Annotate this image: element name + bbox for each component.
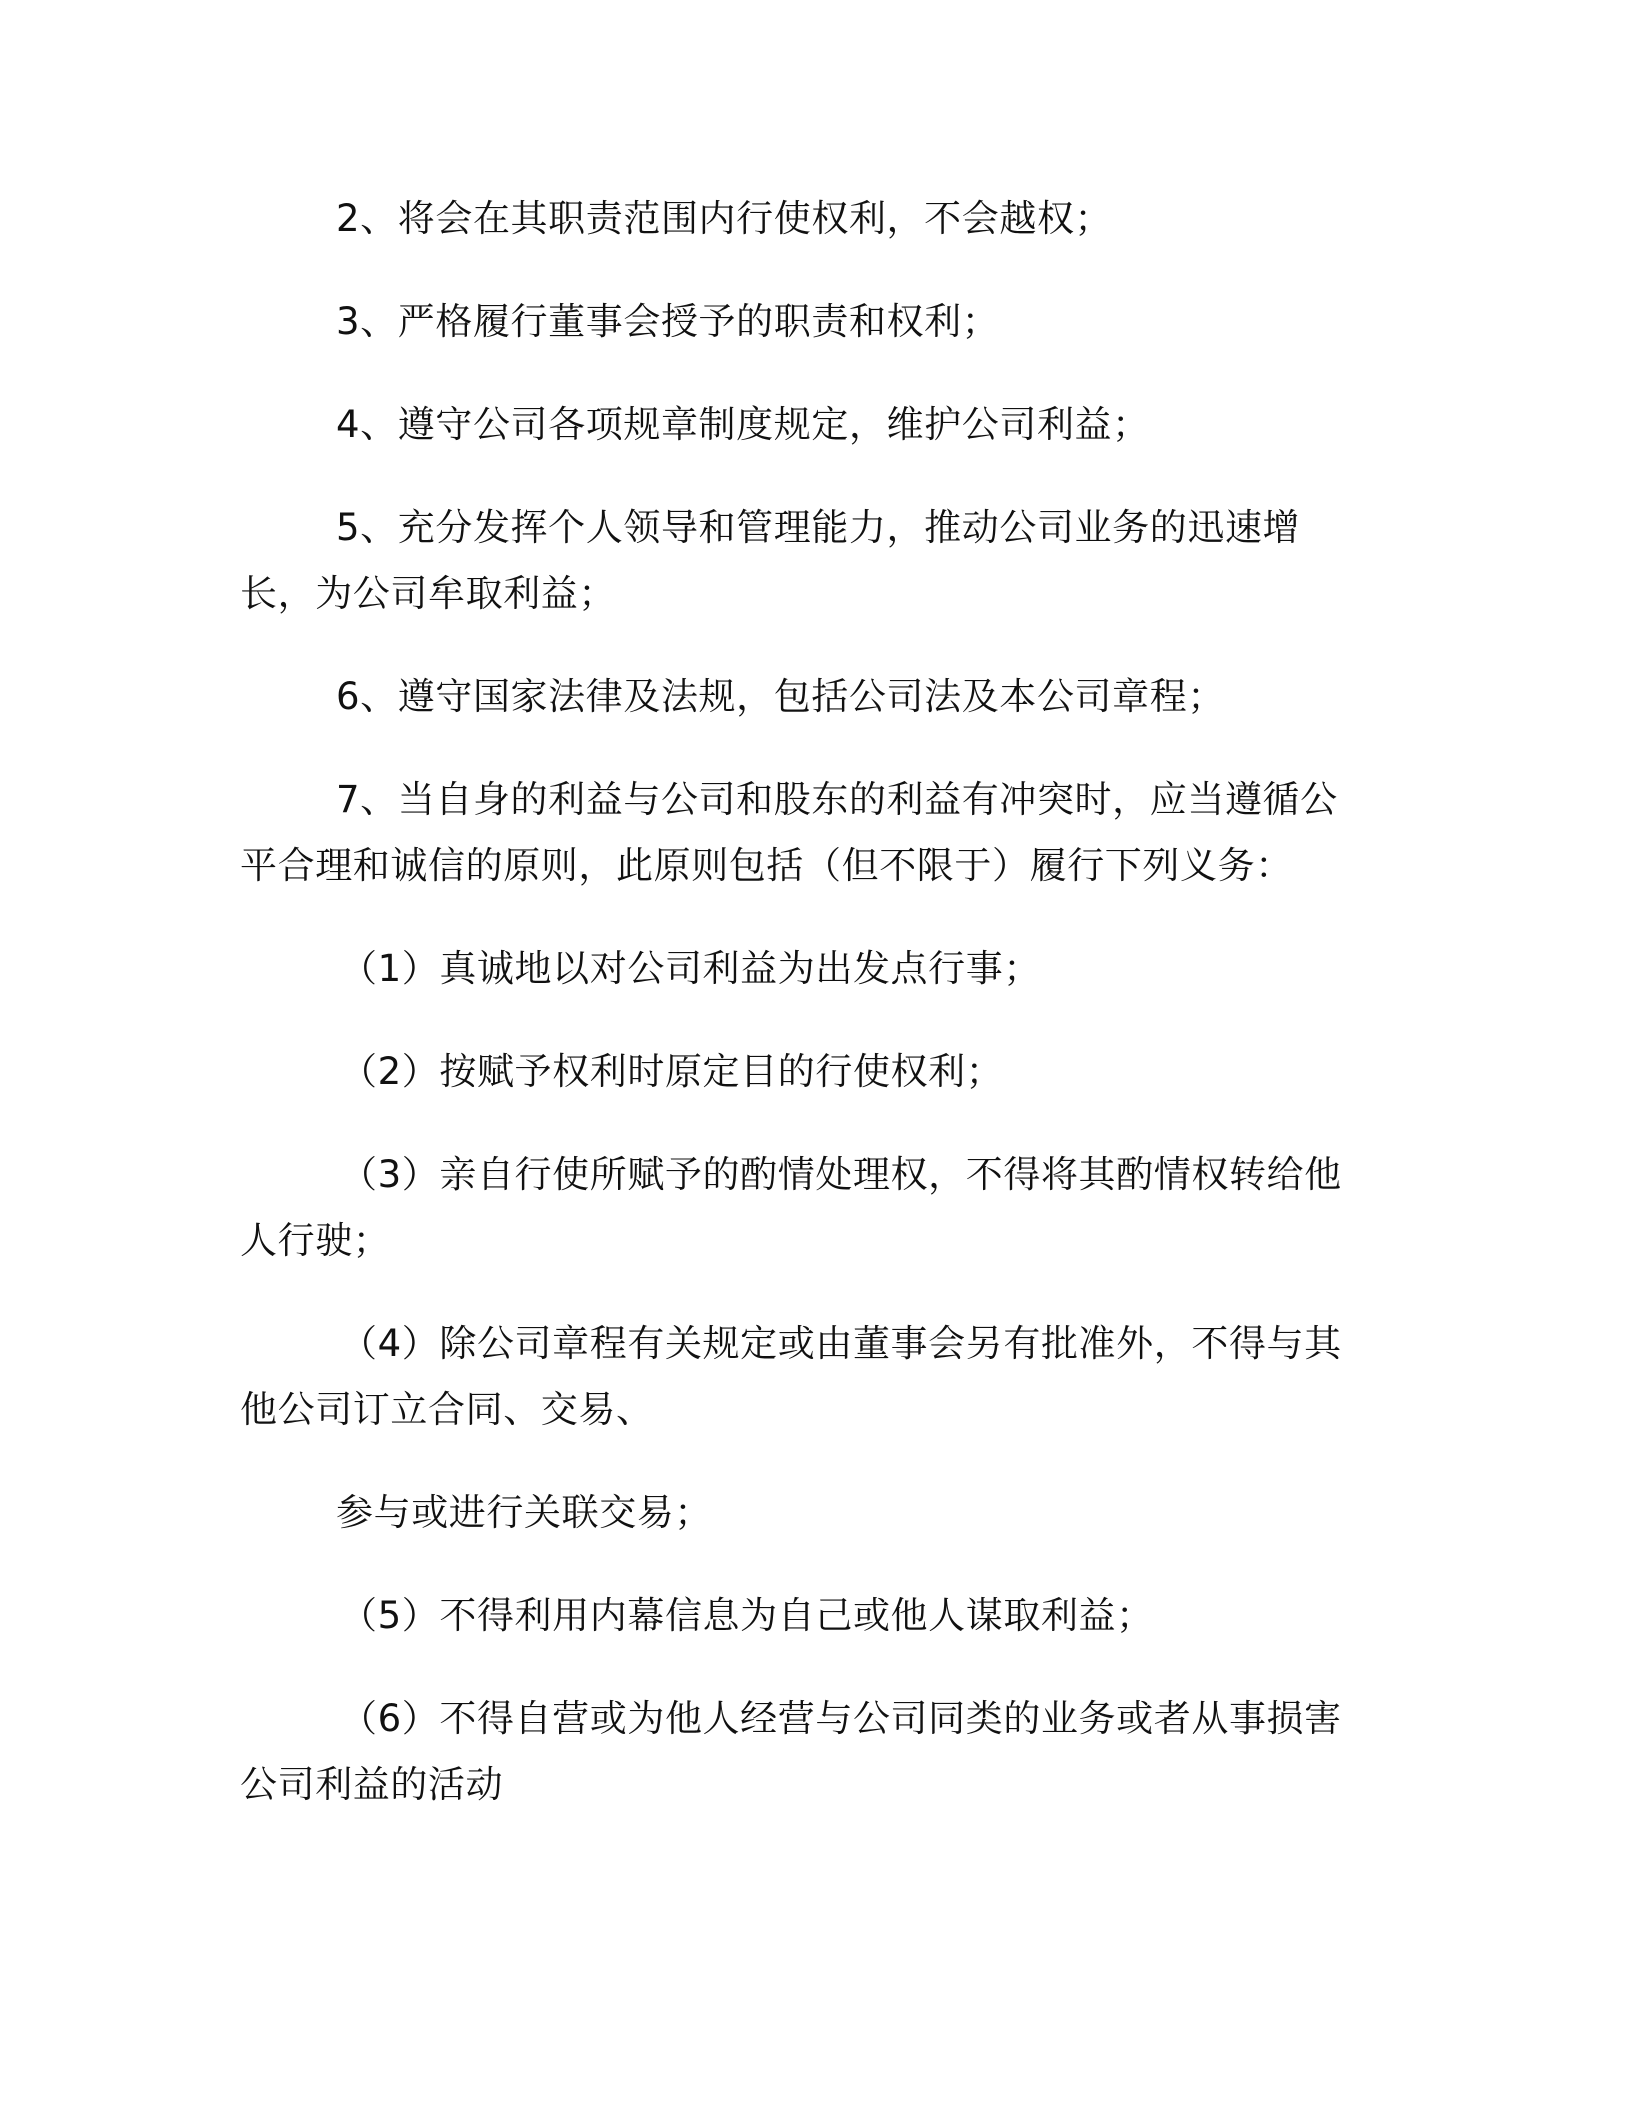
sub-clause-4: （4）除公司章程有关规定或由董事会另有批准外，不得与其他公司订立合同、交易、 bbox=[240, 1322, 1342, 1431]
document-body bbox=[240, 186, 1370, 1855]
sub-clause-4-continuation: 参与或进行关联交易； bbox=[336, 1491, 712, 1534]
clause-6: 6、遵守国家法律及法规，包括公司法及本公司章程； bbox=[336, 675, 1225, 718]
sub-clause-2: （2）按赋予权利时原定目的行使权利； bbox=[340, 1050, 1004, 1093]
sub-clause-6: （6）不得自营或为他人经营与公司同类的业务或者从事损害公司利益的活动 bbox=[240, 1697, 1342, 1806]
sub-clause-1: （1）真诚地以对公司利益为出发点行事； bbox=[340, 947, 1041, 990]
clause-7: 7、当自身的利益与公司和股东的利益有冲突时，应当遵循公平合理和诚信的原则，此原则包括（但不限于）履行下列义务： bbox=[240, 778, 1338, 887]
sub-clause-5: （5）不得利用内幕信息为自己或他人谋取利益； bbox=[340, 1594, 1154, 1637]
clause-4: 4、遵守公司各项规章制度规定，维护公司利益； bbox=[336, 403, 1150, 446]
clause-2: 2、将会在其职责范围内行使权利，不会越权； bbox=[336, 197, 1113, 240]
clause-3: 3、严格履行董事会授予的职责和权利； bbox=[336, 300, 1000, 343]
sub-clause-3: （3）亲自行使所赋予的酌情处理权，不得将其酌情权转给他人行驶； bbox=[240, 1153, 1342, 1262]
clause-5: 5、充分发挥个人领导和管理能力，推动公司业务的迅速增长，为公司牟取利益； bbox=[240, 506, 1301, 615]
